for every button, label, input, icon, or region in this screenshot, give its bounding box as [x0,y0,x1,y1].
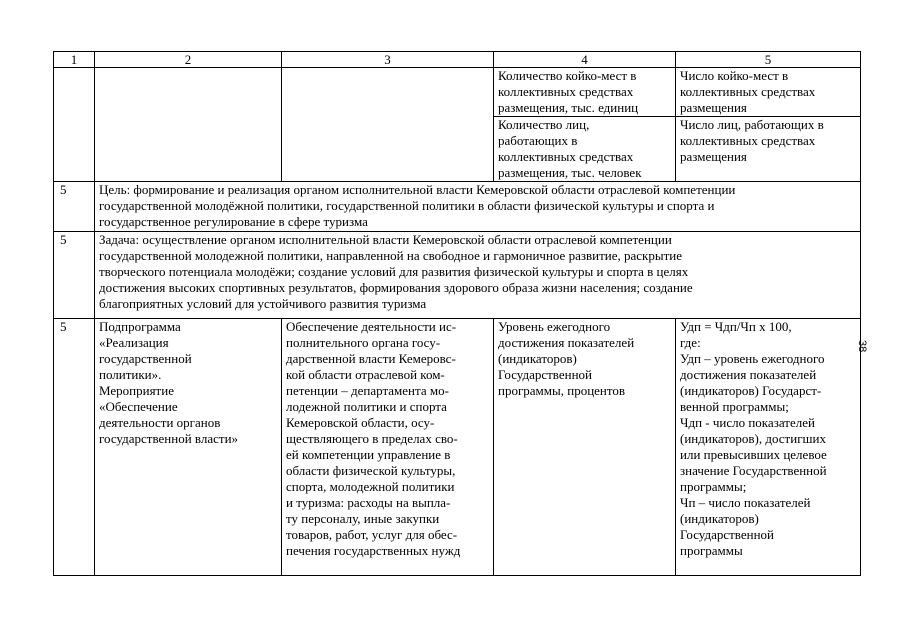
program-row [54,319,861,576]
empty-cell [282,68,494,182]
empty-cell [95,68,282,182]
program-indicators-table [53,51,861,576]
empty-cell [54,68,95,182]
page-number: 38 [856,340,868,353]
indicator-name: Количество лиц, работающих в коллективных средствах размещения, тыс. человек [494,117,676,182]
column-number-2: 2 [95,52,282,68]
task-number: 5 [54,232,95,319]
indicator-method: Число лиц, работающих в коллективных средствах размещения [676,117,861,182]
column-number-1: 1 [54,52,95,68]
program-number: 5 [54,319,95,576]
activity-description: Обеспечение деятельности ис- полнительного органа госу- дарственной власти Кемеровс- кой области отраслевой ком- петенции – департамента мо- лодежной политики и спорта Кемеровской области, осу- ществляющего в пределах сво- ей компетенции управление в области физической культуры, спорта, молодежной политики и туризма: расходы на выпла- ту персоналу, иные закупки товаров, работ, услуг для обес- печения государственных нужд [282,319,494,576]
table-header-row [54,52,861,68]
task-row [54,232,861,319]
indicator-name: Количество койко-мест в коллективных средствах размещения, тыс. единиц [494,68,676,117]
table-row [54,68,861,117]
goal-row [54,182,861,232]
goal-number: 5 [54,182,95,232]
indicator-formula: Удп = Чдп/Чп х 100, где: Удп – уровень ежегодного достижения показателей (индикаторов) Государст- венной программы; Чдп - число показателей (индикаторов), достигших или превысивших целевое значение Государственной программы; Чп – число показателей (индикаторов) Государственной программы [676,319,861,576]
indicator-name: Уровень ежегодного достижения показателей (индикаторов) Государственной программы, процентов [494,319,676,576]
subprogram-name: Подпрограмма «Реализация государственной политики». Мероприятие «Обеспечение деятельности органов государственной власти» [95,319,282,576]
column-number-3: 3 [282,52,494,68]
task-text: Задача: осуществление органом исполнительной власти Кемеровской области отраслевой компетенции государственной молодежной политики, направленной на свободное и гармоничное развитие, раскрытие творческого потенциала молодёжи; создание условий для развития физической культуры и спорта в целях достижения высоких спортивных результатов, формирования здорового образа жизни населения; создание благоприятных условий для устойчивого развития туризма [95,232,861,319]
column-number-4: 4 [494,52,676,68]
indicator-method: Число койко-мест в коллективных средствах размещения [676,68,861,117]
column-number-5: 5 [676,52,861,68]
goal-text: Цель: формирование и реализация органом исполнительной власти Кемеровской области отраслевой компетенции государственной молодёжной политики, государственной политики в области физической культуры и спорта и государственное регулирование в сфере туризма [95,182,861,232]
